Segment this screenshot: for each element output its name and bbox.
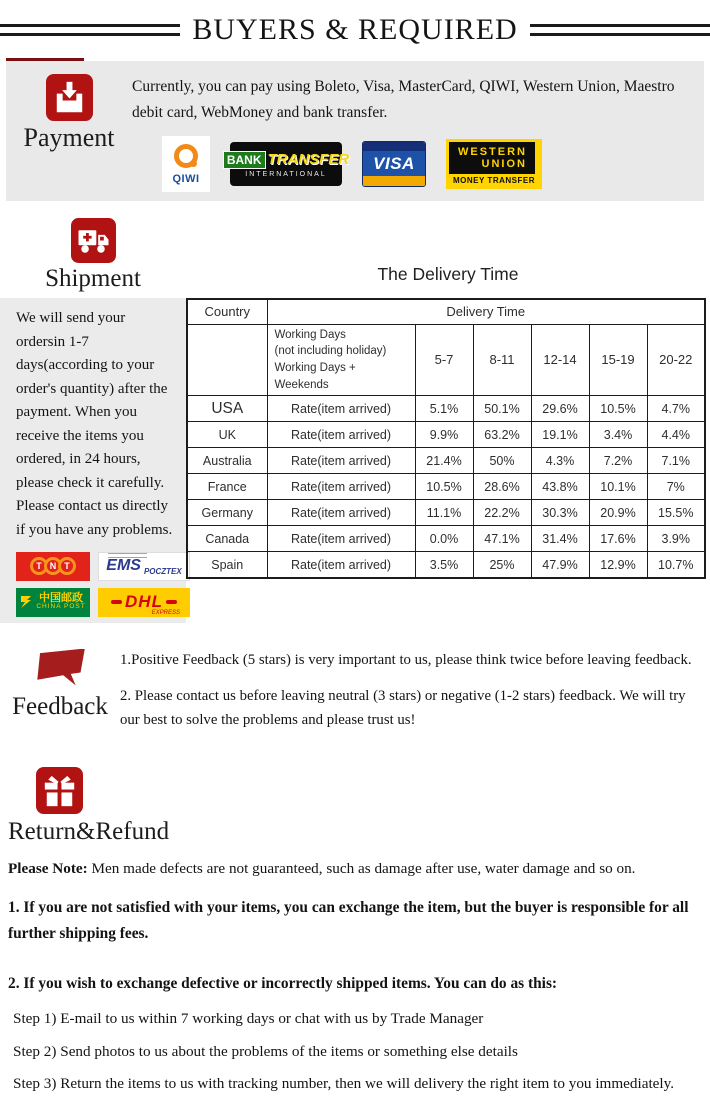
feedback-texts: [120, 645, 710, 733]
feedback-id-block: [0, 645, 120, 733]
rate-value-cell: 7%: [647, 474, 705, 500]
shipment-icon: [71, 218, 116, 263]
shipment-header-row: [0, 218, 710, 293]
empty-header-cell: [187, 324, 267, 396]
country-cell: Germany: [187, 500, 267, 526]
feedback-point-2: 2. Please contact us before leaving neutral (3 stars) or negative (1-2 stars) feedback. We will try our best to solve the problems and please trust us!: [120, 688, 686, 728]
visa-logo-text: VISA: [373, 153, 415, 173]
rate-label-cell: Rate(item arrived): [267, 396, 415, 422]
table-header-row-2: [187, 324, 705, 396]
rate-label-cell: Rate(item arrived): [267, 448, 415, 474]
rate-value-cell: 47.1%: [473, 526, 531, 552]
rate-value-cell: 4.4%: [647, 422, 705, 448]
table-row: [187, 500, 705, 526]
rate-value-cell: 3.5%: [415, 552, 473, 578]
qiwi-logo: [162, 136, 210, 192]
tnt-letter: N: [44, 557, 62, 575]
dhl-dash-left: [111, 600, 122, 604]
rate-value-cell: 19.1%: [531, 422, 589, 448]
rate-label-cell: Rate(item arrived): [267, 474, 415, 500]
rate-value-cell: 7.2%: [589, 448, 647, 474]
delivery-table-body: [187, 396, 705, 578]
bank-transfer-logo: [226, 142, 350, 186]
china-post-en-text: CHINA POST: [36, 603, 86, 611]
rate-label-cell: Rate(item arrived): [267, 552, 415, 578]
china-post-emblem-icon: [20, 595, 32, 609]
feedback-point-1: 1.Positive Feedback (5 stars) is very important to us, please think twice before leaving feedback.: [120, 651, 692, 668]
tnt-letter: T: [58, 557, 76, 575]
country-cell: USA: [187, 396, 267, 422]
dhl-dash-right: [166, 600, 177, 604]
payment-icon: [46, 74, 93, 121]
rate-value-cell: 31.4%: [531, 526, 589, 552]
range-header: 5-7: [415, 324, 473, 396]
table-row: [187, 474, 705, 500]
rate-value-cell: 7.1%: [647, 448, 705, 474]
return-note-text: Men made defects are not guaranteed, such as damage after use, water damage and so on.: [87, 859, 636, 877]
dhl-logo-text: DHL: [125, 592, 163, 612]
range-header: 15-19: [589, 324, 647, 396]
header-rule-right: [530, 24, 710, 36]
return-steps: [8, 1006, 710, 1097]
shipment-note-panel: [0, 298, 186, 622]
bank-transfer-word1: BANK: [223, 151, 266, 169]
rate-value-cell: 10.5%: [589, 396, 647, 422]
return-note-label: Please Note:: [8, 859, 88, 877]
qiwi-q-icon: [174, 144, 198, 168]
working-days-line: (not including holiday): [274, 345, 387, 358]
delivery-table-title: The Delivery Time: [377, 264, 519, 285]
rate-value-cell: 43.8%: [531, 474, 589, 500]
feedback-bubble-icon: [33, 649, 87, 695]
rate-value-cell: 11.1%: [415, 500, 473, 526]
country-cell: Spain: [187, 552, 267, 578]
payment-description: Currently, you can pay using Boleto, Visa, MasterCard, QIWI, Western Union, Maestro debit card, WebMoney and bank transfer.: [132, 78, 675, 122]
feedback-label: Feedback: [12, 692, 108, 720]
rate-value-cell: 3.4%: [589, 422, 647, 448]
rate-label-cell: Rate(item arrived): [267, 526, 415, 552]
delivery-time-header: Delivery Time: [267, 299, 705, 324]
qiwi-logo-text: QIWI: [172, 172, 200, 185]
dhl-logo: [98, 588, 190, 617]
return-refund-label: Return&Refund: [8, 817, 170, 845]
working-days-line: Working Days + Weekends: [274, 361, 356, 391]
range-header: 12-14: [531, 324, 589, 396]
payment-label: Payment: [23, 123, 115, 152]
table-row: [187, 396, 705, 422]
bank-transfer-word2: TRANSFER: [267, 151, 350, 169]
table-row: [187, 422, 705, 448]
rate-value-cell: 5.1%: [415, 396, 473, 422]
rate-value-cell: 28.6%: [473, 474, 531, 500]
ems-pocztex-logo: [98, 552, 190, 581]
rate-value-cell: 50%: [473, 448, 531, 474]
carrier-logos: [16, 552, 183, 617]
visa-logo: [362, 141, 426, 187]
shipment-id-block: [0, 218, 186, 293]
return-note: [8, 860, 710, 878]
pocztex-logo-text: POCZTEX: [143, 566, 182, 576]
rate-value-cell: 29.6%: [531, 396, 589, 422]
country-header: Country: [187, 299, 267, 324]
tnt-logo: [16, 552, 90, 581]
shipment-body: [0, 298, 710, 622]
rate-value-cell: 22.2%: [473, 500, 531, 526]
return-refund-id-block: [8, 767, 170, 846]
header-rule-left: [0, 24, 180, 36]
china-post-cn-text: 中国邮政: [39, 591, 83, 604]
shipment-note: We will send your ordersin 1-7 days(according to your order's quantity) after the payment. When you receive the items you ordered, in 24 hours, please check it carefully. Please contact us directly if you have any problems.: [16, 310, 173, 538]
tnt-letter: T: [30, 557, 48, 575]
rate-value-cell: 15.5%: [647, 500, 705, 526]
table-row: [187, 526, 705, 552]
visa-top-stripe: [363, 142, 425, 151]
country-cell: Canada: [187, 526, 267, 552]
rate-value-cell: 50.1%: [473, 396, 531, 422]
rate-value-cell: 4.3%: [531, 448, 589, 474]
country-cell: Australia: [187, 448, 267, 474]
rate-value-cell: 3.9%: [647, 526, 705, 552]
page-header: [0, 13, 710, 47]
return-refund-section: [0, 767, 710, 1097]
range-header: 8-11: [473, 324, 531, 396]
return-step-3: Step 3) Return the items to us with tracking number, then we will delivery the right item to you immediately.: [13, 1075, 675, 1093]
rate-value-cell: 9.9%: [415, 422, 473, 448]
visa-bottom-stripe: [363, 176, 425, 186]
western-union-logo: [446, 139, 542, 189]
delivery-table-wrap: [186, 298, 710, 622]
range-header: 20-22: [647, 324, 705, 396]
rate-value-cell: 10.7%: [647, 552, 705, 578]
rate-value-cell: 63.2%: [473, 422, 531, 448]
rate-value-cell: 17.6%: [589, 526, 647, 552]
delivery-table: [186, 298, 706, 579]
rate-value-cell: 20.9%: [589, 500, 647, 526]
western-union-line1: WESTERN: [458, 145, 527, 158]
page-title: BUYERS & REQUIRED: [192, 13, 518, 46]
payment-logos: [162, 135, 692, 193]
band-accent-line: [6, 58, 84, 61]
table-row: [187, 552, 705, 578]
bank-transfer-sub: INTERNATIONAL: [245, 170, 327, 178]
feedback-section: [0, 645, 710, 733]
rate-value-cell: 10.1%: [589, 474, 647, 500]
rate-label-cell: Rate(item arrived): [267, 422, 415, 448]
rate-value-cell: 0.0%: [415, 526, 473, 552]
rate-value-cell: 10.5%: [415, 474, 473, 500]
rate-value-cell: 47.9%: [531, 552, 589, 578]
western-union-line2: UNION: [481, 158, 527, 171]
return-point-2: 2. If you wish to exchange defective or incorrectly shipped items. You can do as this:: [8, 974, 558, 992]
dhl-sub-text: EXPRESS: [151, 609, 180, 616]
china-post-logo: [16, 588, 90, 617]
western-union-sub: MONEY TRANSFER: [453, 176, 535, 186]
return-step-1: Step 1) E-mail to us within 7 working days or chat with us by Trade Manager: [13, 1010, 484, 1027]
rate-value-cell: 25%: [473, 552, 531, 578]
rate-value-cell: 4.7%: [647, 396, 705, 422]
table-row: [187, 448, 705, 474]
rate-label-cell: Rate(item arrived): [267, 500, 415, 526]
payment-content: [122, 72, 692, 193]
return-step-2: Step 2) Send photos to us about the problems of the items or something else details: [13, 1042, 518, 1060]
country-cell: France: [187, 474, 267, 500]
payment-id-block: [16, 72, 122, 193]
rate-value-cell: 21.4%: [415, 448, 473, 474]
rate-value-cell: 30.3%: [531, 500, 589, 526]
table-header-row-1: [187, 299, 705, 324]
ems-logo-text: EMS: [106, 557, 141, 575]
country-cell: UK: [187, 422, 267, 448]
rate-value-cell: 12.9%: [589, 552, 647, 578]
shipment-label: Shipment: [45, 265, 141, 293]
working-days-line: Working Days: [274, 328, 346, 341]
working-days-cell: [267, 324, 415, 396]
payment-section: [6, 61, 704, 201]
return-refund-gift-icon: [36, 767, 83, 814]
return-point-1: 1. If you are not satisfied with your items, you can exchange the item, but the buyer is responsible for all further shipping fees.: [8, 898, 689, 943]
